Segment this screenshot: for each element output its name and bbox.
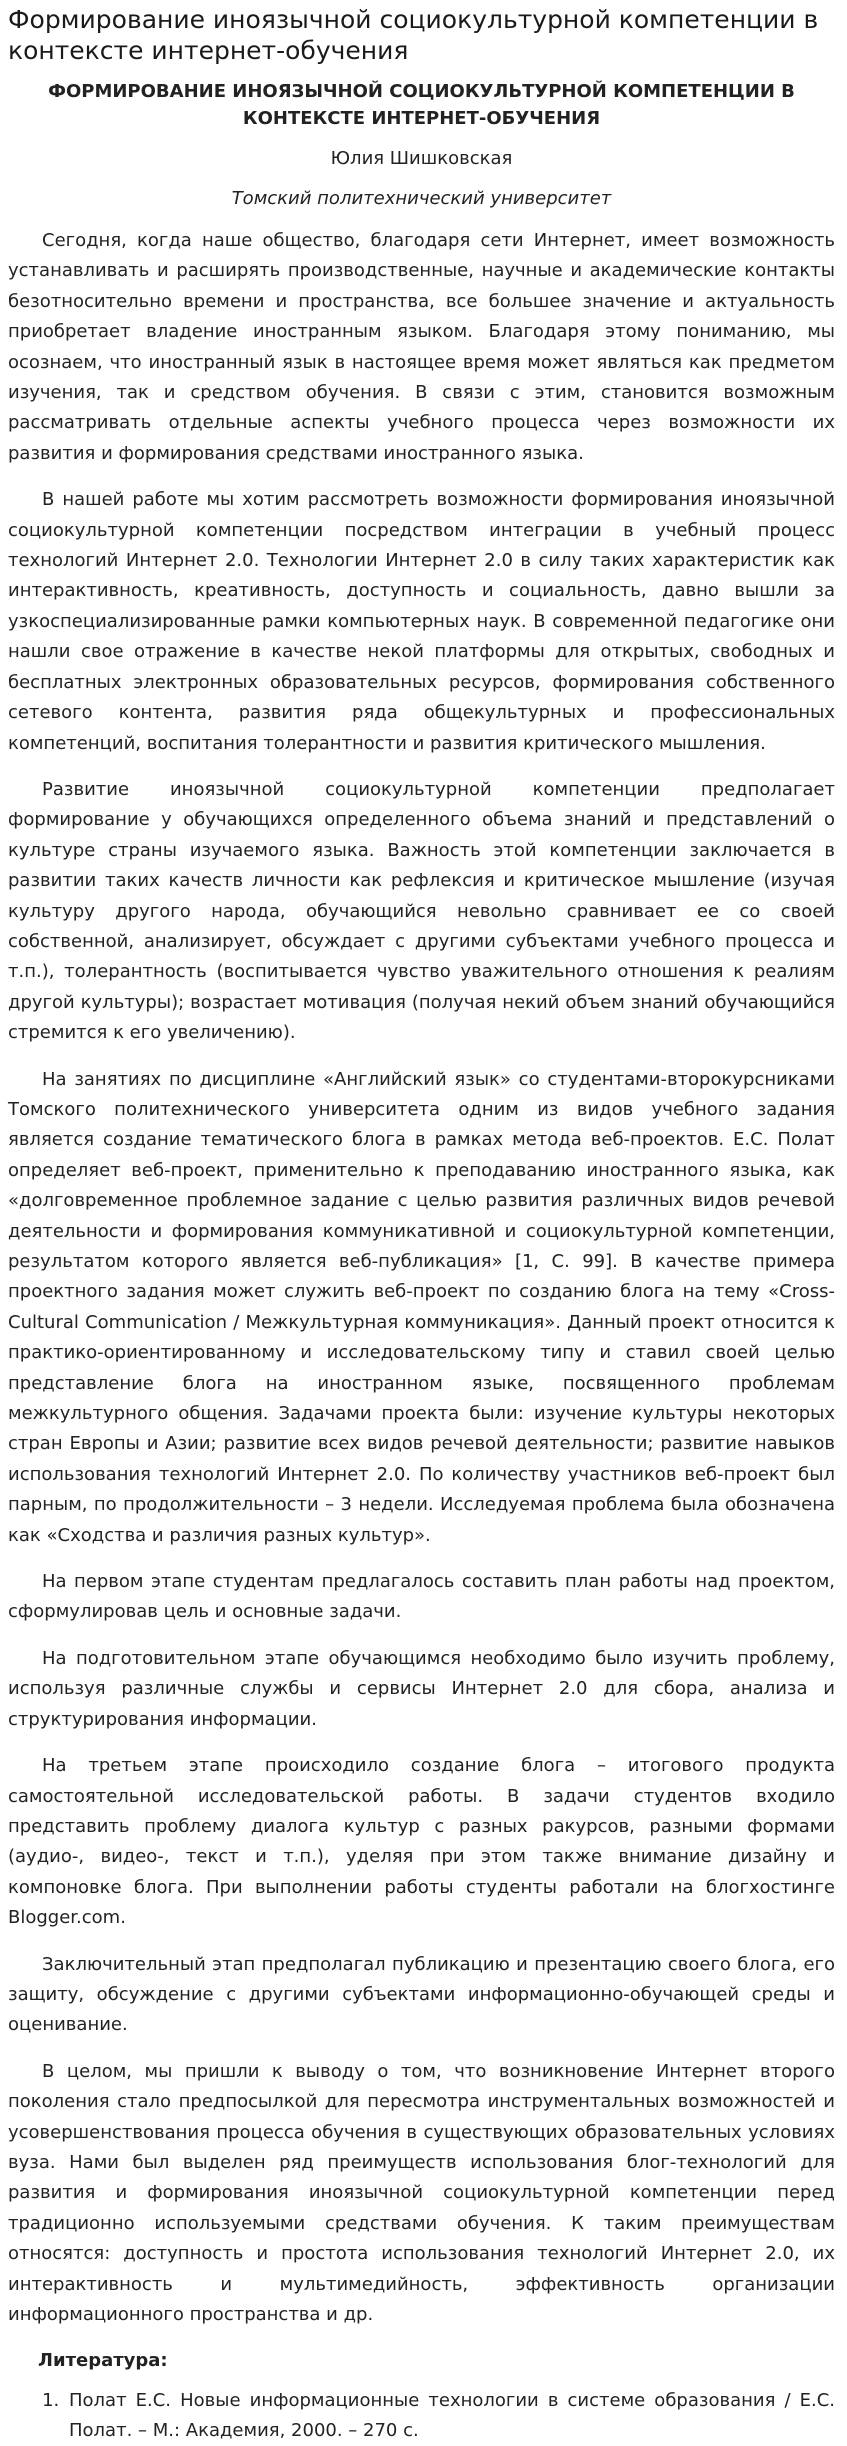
paragraph: На первом этапе студентам предлагалось составить план работы над проектом, сформулировав цель и основные задачи.: [8, 1571, 835, 1623]
article-body: [8, 78, 835, 2330]
paragraph: На занятиях по дисциплине «Английский язык» со студентами-второкурсниками Томского политехнического университета одним из видов учебного задания является создание тематического блога в рамках метода веб-проектов. Е.С. Полат определяет веб-проект, применительно к преподаванию иностранного языка, как «долговременное проблемное задание с целью развития различных видов речевой деятельности и формирования коммуникативной и социокультурной компетенции, результатом которого является веб-публикация» [1, С. 99]. В качестве примера проектного задания может служить веб-проект по созданию блога на тему «Cross-Cultural Communication / Межкультурная коммуникация». Данный проект относится к практико-ориентированному и исследовательскому типу и ставил своей целью представление блога на иностранном языке, посвященного проблемам межкультурного общения. Задачами проекта были: изучение культуры некоторых стран Европы и Азии; развитие всех видов речевой деятельности; развитие навыков использования технологий Интернет 2.0. По количеству участников веб-проект был парным, по продолжительности – 3 недели. Исследуемая проблема была обозначена как «Сходства и различия разных культур».: [8, 1068, 835, 1546]
paragraph: В нашей работе мы хотим рассмотреть возможности формирования иноязычной социокультурной компетенции посредством интеграции в учебный процесс технологий Интернет 2.0. Технологии Интернет 2.0 в силу таких характеристик как интерактивность, креативность, доступность и социальность, давно вышли за узкоспециализированные рамки компьютерных наук. В современной педагогике они нашли свое отражение в качестве некой платформы для открытых, свободных и бесплатных электронных образовательных ресурсов, формирования собственного сетевого контента, развития ряда общекультурных и профессиональных компетенций, воспитания толерантности и развития критического мышления.: [8, 489, 835, 754]
page-title: Формирование иноязычной социокультурной компетенции в контексте интернет-обучения: [8, 5, 819, 65]
reference-item: 1. Полат Е.С. Новые информационные технологии в системе образования / Е.С. Полат. – М.: Академия, 2000. – 270 с.: [65, 2386, 835, 2446]
article-heading: ФОРМИРОВАНИЕ ИНОЯЗЫЧНОЙ СОЦИОКУЛЬТУРНОЙ КОМПЕТЕНЦИИ В КОНТЕКСТЕ ИНТЕРНЕТ-ОБУЧЕНИЯ: [48, 81, 795, 129]
author-affiliation: Томский политехнический университет: [231, 188, 612, 209]
author-name: Юлия Шишковская: [330, 148, 513, 169]
paragraph: Заключительный этап предполагал публикацию и презентацию своего блога, его защиту, обсуждение с другими субъектами информационно-обучающей среды и оценивание.: [8, 1953, 835, 2036]
paragraph: На подготовительном этапе обучающимся необходимо было изучить проблему, используя различные службы и сервисы Интернет 2.0 для сбора, анализа и структурирования информации.: [8, 1647, 835, 1730]
paragraph: Развитие иноязычной социокультурной компетенции предполагает формирование у обучающихся определенного объема знаний и представлений о культуре страны изучаемого языка. Важность этой компетенции заключается в развитии таких качеств личности как рефлексия и критическое мышление (изучая культуру другого народа, обучающийся невольно сравнивает ее со своей собственной, анализирует, обсуждает с другими субъектами учебного процесса и т.п.), толерантность (воспитывается чувство уважительного отношения к реалиям другой культуры); возрастает мотивация (получая некий объем знаний обучающийся стремится к его увеличению).: [8, 778, 835, 1044]
references-heading: Литература:: [38, 2350, 168, 2372]
references-section: [8, 2346, 835, 2446]
paragraph: В целом, мы пришли к выводу о том, что возникновение Интернет второго поколения стало предпосылкой для пересмотра инструментальных возможностей и усовершенствования процесса обучения в существующих образовательных условиях вуза. Нами был выделен ряд преимуществ использования блог-технологий для развития и формирования иноязычной социокультурной компетенции перед традиционно используемыми средствами обучения. К таким преимуществам относятся: доступность и простота использования технологий Интернет 2.0, их интерактивность и мультимедийность, эффективность организации информационного пространства и др.: [8, 2060, 835, 2325]
paragraph: Сегодня, когда наше общество, благодаря сети Интернет, имеет возможность устанавливать и расширять производственные, научные и академические контакты безотносительно времени и пространства, все большее значение и актуальность приобретает владение иностранным языком. Благодаря этому пониманию, мы осознаем, что иностранный язык в настоящее время может являться как предметом изучения, так и средством обучения. В связи с этим, становится возможным рассматривать отдельные аспекты учебного процесса через возможности их развития и формирования средствами иностранного языка.: [8, 230, 835, 464]
references-list: [8, 2386, 835, 2446]
paragraph: На третьем этапе происходило создание блога – итогового продукта самостоятельной исследовательской работы. В задачи студентов входило представить проблему диалога культур с разных ракурсов, разными формами (аудио-, видео-, текст и т.п.), уделяя при этом также внимание дизайну и компоновке блога. При выполнении работы студенты работали на блогхостинге Blogger.com.: [8, 1755, 835, 1929]
